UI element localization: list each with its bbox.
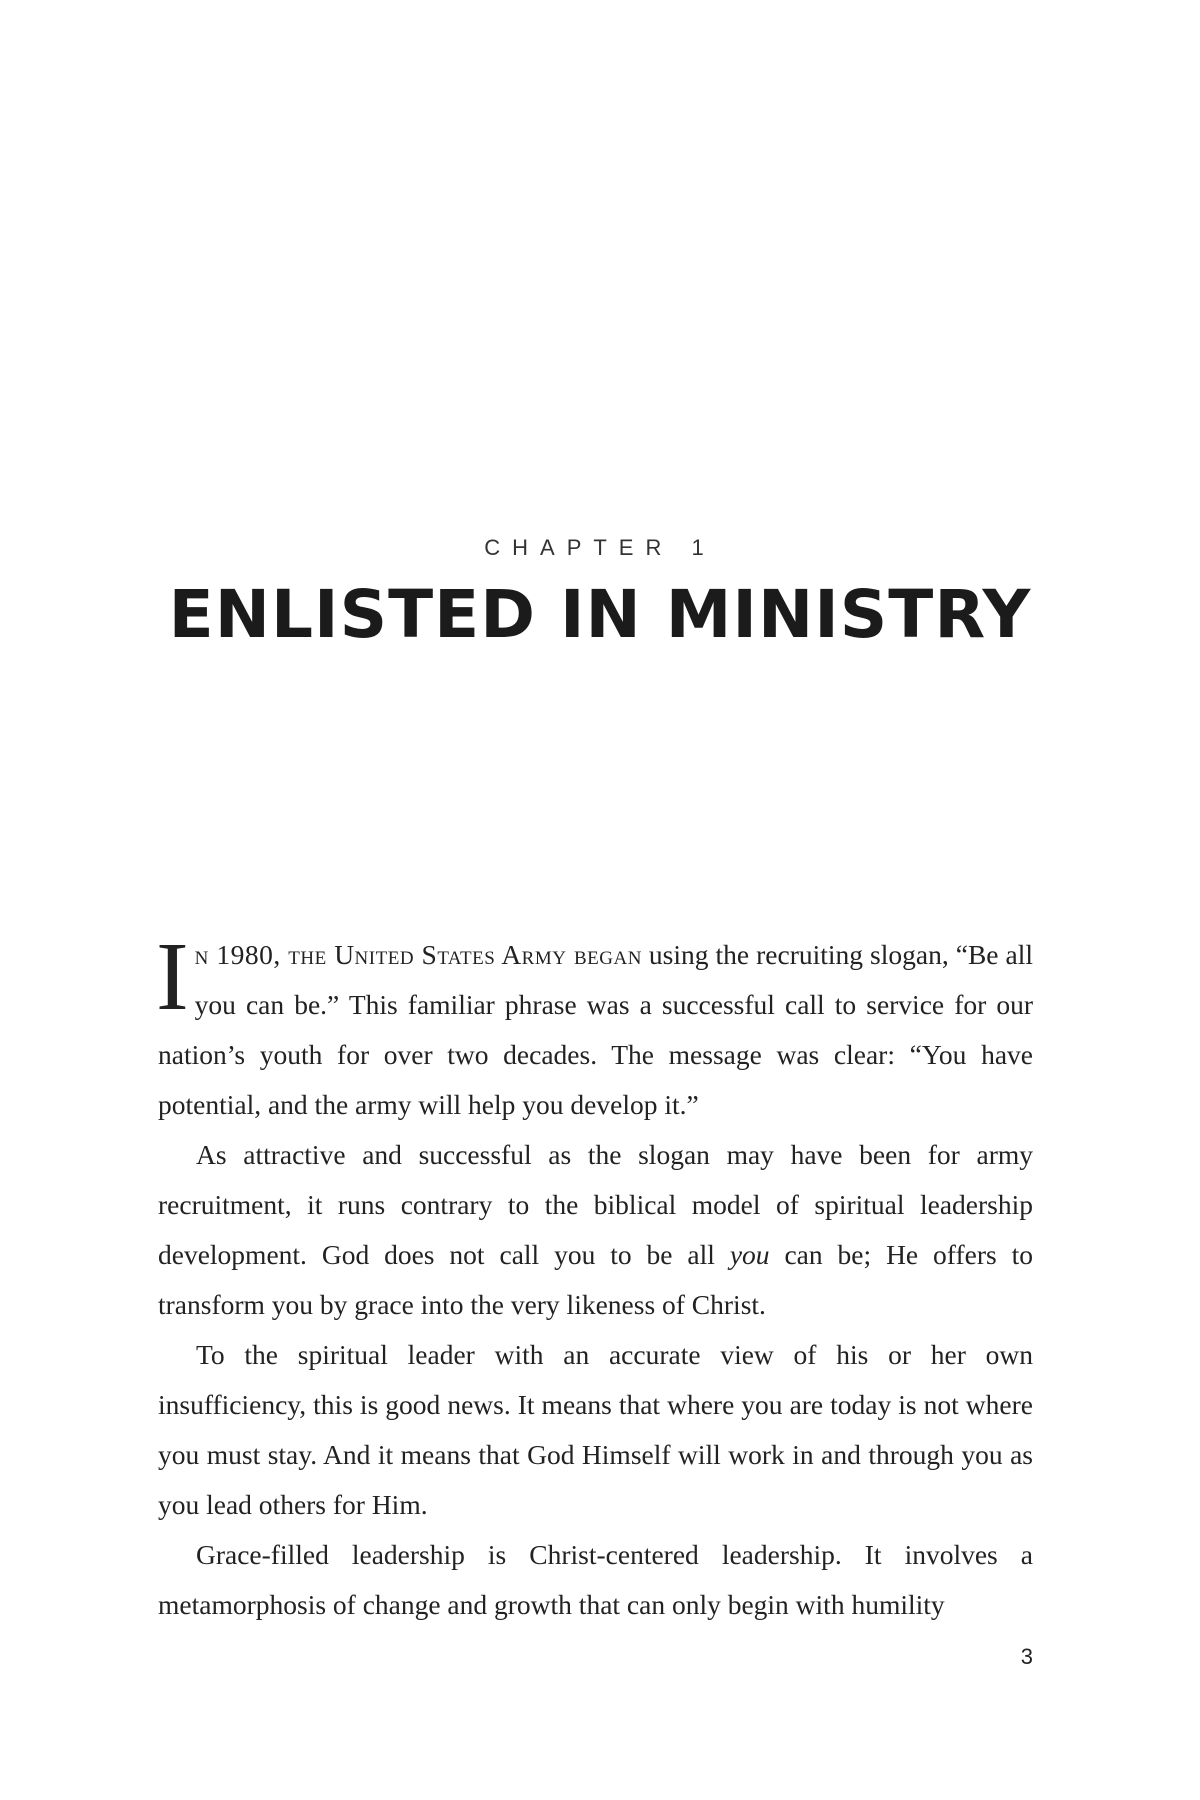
paragraph-1 (156, 923, 1033, 1130)
page-number: 3 (1020, 1644, 1033, 1669)
chapter-body (156, 923, 1033, 1630)
paragraph-2-text-after: can be; He offers to transform you by grace into the very likeness of Christ. (158, 1239, 1033, 1320)
paragraph-3: To the spiritual leader with an accurate view of his or her own insufficiency, this is good news. It means that where you are today is not where you must stay. And it means that God Himself will work in and through you as you lead others for Him. (158, 1339, 1033, 1520)
paragraph-1-text: using the recruiting slogan, “Be all you can be.” This familiar phrase was a successful call to service for our nation’s youth for over two decades. The message was clear: “You have potential, and the army will help you develop it.” (158, 939, 1033, 1120)
opening-small-caps: n 1980, the United States Army began (194, 939, 642, 970)
paragraph-2 (158, 1130, 1033, 1330)
paragraph-2-emphasis: you (729, 1239, 770, 1270)
paragraph-2-text-before: As attractive and successful as the slogan may have been for army recruitment, it runs contrary to the biblical model of spiritual leadership development. God does not call you to be all (158, 1139, 1033, 1270)
drop-cap: I (156, 923, 189, 1031)
paragraph-4: Grace-filled leadership is Christ-centered leadership. It involves a metamorphosis of change and growth that can only begin with humility (158, 1539, 1033, 1620)
chapter-label: CHAPTER 1 (484, 535, 716, 560)
chapter-title: ENLISTED IN MINISTRY (168, 576, 1032, 653)
